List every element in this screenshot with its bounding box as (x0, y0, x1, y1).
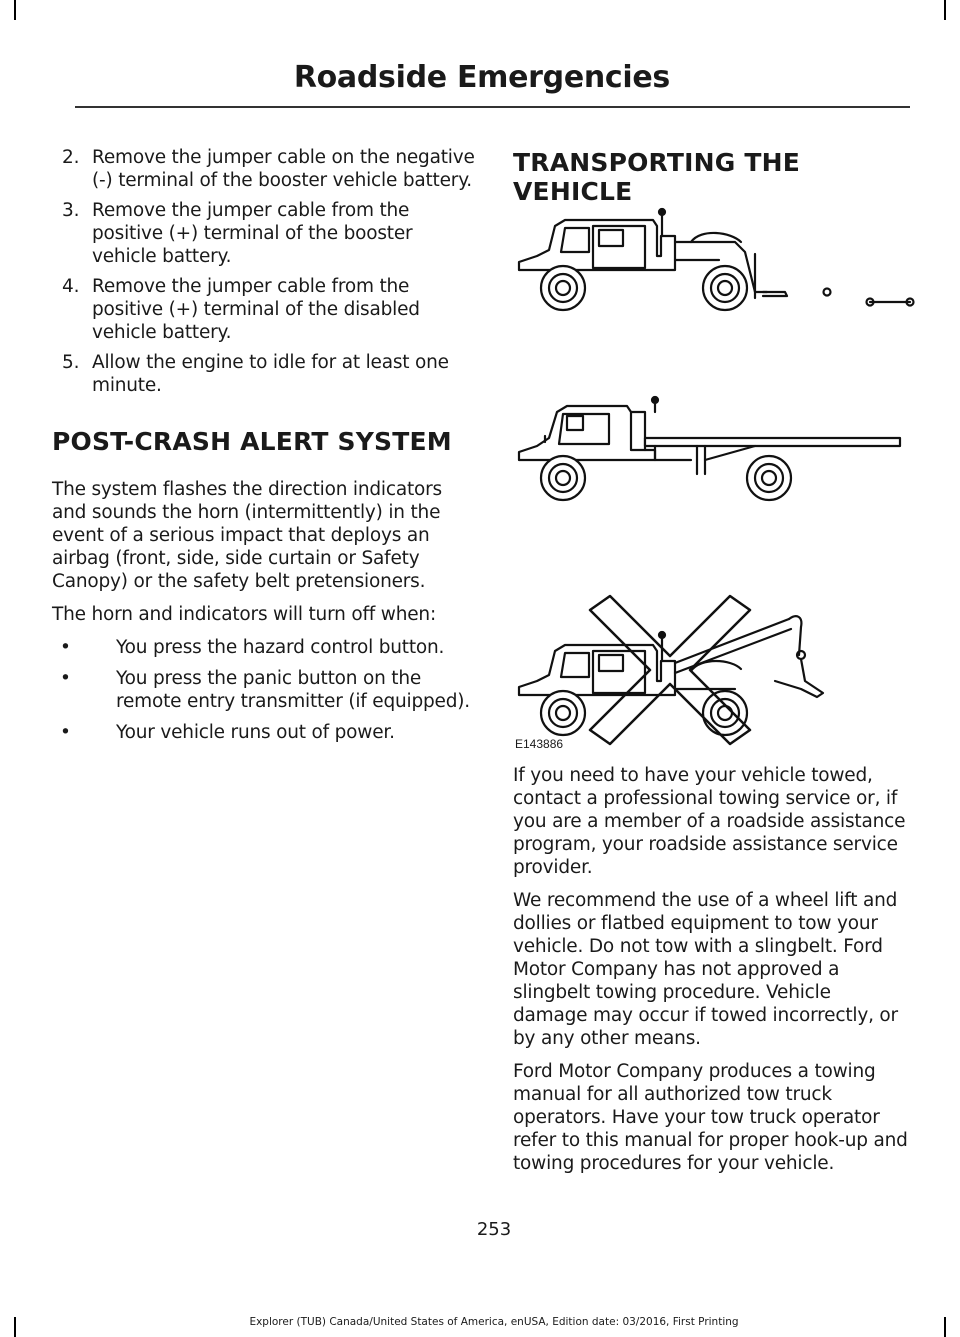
transport-paragraph-2: We recommend the use of a wheel lift and dollies or flatbed equipment to tow your vehicle. Do not tow with a slingbelt. Ford Motor Company has not approved a slingbelt towing procedure. Vehicle damage may occur if towed incorrectly, or by any other means. (513, 890, 898, 1049)
post-crash-paragraph: The system flashes the direction indicators and sounds the horn (intermittently) in the event of a serious impact that deploys an airbag (front, side, side curtain or Safety Canopy) or the safety belt pretensioners. (52, 479, 442, 592)
section-heading-transporting: TRANSPORTING THE VEHICLE (513, 148, 801, 206)
step-item (52, 275, 475, 344)
left-column (52, 146, 475, 752)
post-crash-paragraph-2: The horn and indicators will turn off when: (52, 604, 436, 625)
crop-mark (944, 0, 946, 20)
transport-text-block (513, 764, 908, 1175)
bullet-text: Your vehicle runs out of power. (116, 722, 395, 743)
crop-mark (14, 0, 16, 20)
section-heading-post-crash: POST-CRASH ALERT SYSTEM (52, 427, 452, 456)
wheel-lift-truck-illustration (519, 209, 914, 310)
right-column (513, 146, 908, 206)
step-number: 2. (62, 147, 80, 168)
bullet-icon: • (60, 722, 71, 743)
transport-paragraph-3: Ford Motor Company produces a towing manual for all authorized tow truck operators. Have your tow truck operator refer to this manual for proper hook-up and towing procedures for your vehicle. (513, 1061, 908, 1174)
list-item (52, 636, 475, 659)
list-item (52, 667, 475, 713)
step-item (52, 351, 475, 397)
page-header-title: Roadside Emergencies (293, 60, 670, 95)
list-item (52, 721, 475, 744)
edition-note: Explorer (TUB) Canada/United States of America, enUSA, Edition date: 03/2016, First Printing (249, 1316, 739, 1328)
figure-code: E143886 (515, 737, 564, 751)
bullet-list (52, 636, 475, 744)
step-text: Remove the jumper cable from the positive (+) terminal of the booster vehicle battery. (92, 200, 413, 267)
step-text: Remove the jumper cable on the negative (-) terminal of the booster vehicle battery. (92, 147, 475, 191)
flatbed-truck-illustration (519, 397, 900, 500)
bullet-text: You press the panic button on the remote entry transmitter (if equipped). (116, 668, 470, 712)
towing-illustration (505, 198, 915, 758)
step-number: 4. (62, 276, 80, 297)
slingbelt-truck-illustration (519, 616, 823, 735)
step-text: Remove the jumper cable from the positive (+) terminal of the disabled vehicle battery. (92, 276, 420, 343)
step-number: 3. (62, 200, 80, 221)
bullet-icon: • (60, 668, 71, 689)
step-item (52, 199, 475, 268)
step-text: Allow the engine to idle for at least one minute. (92, 352, 449, 396)
transport-paragraph-1: If you need to have your vehicle towed, contact a professional towing service or, if you are a member of a roadside assistance program, your roadside assistance service provider. (513, 765, 906, 878)
step-number: 5. (62, 352, 80, 373)
page-number: 253 (476, 1219, 512, 1240)
bullet-text: You press the hazard control button. (116, 637, 445, 658)
step-item (52, 146, 475, 192)
bullet-icon: • (60, 637, 71, 658)
header-rule (75, 106, 910, 108)
